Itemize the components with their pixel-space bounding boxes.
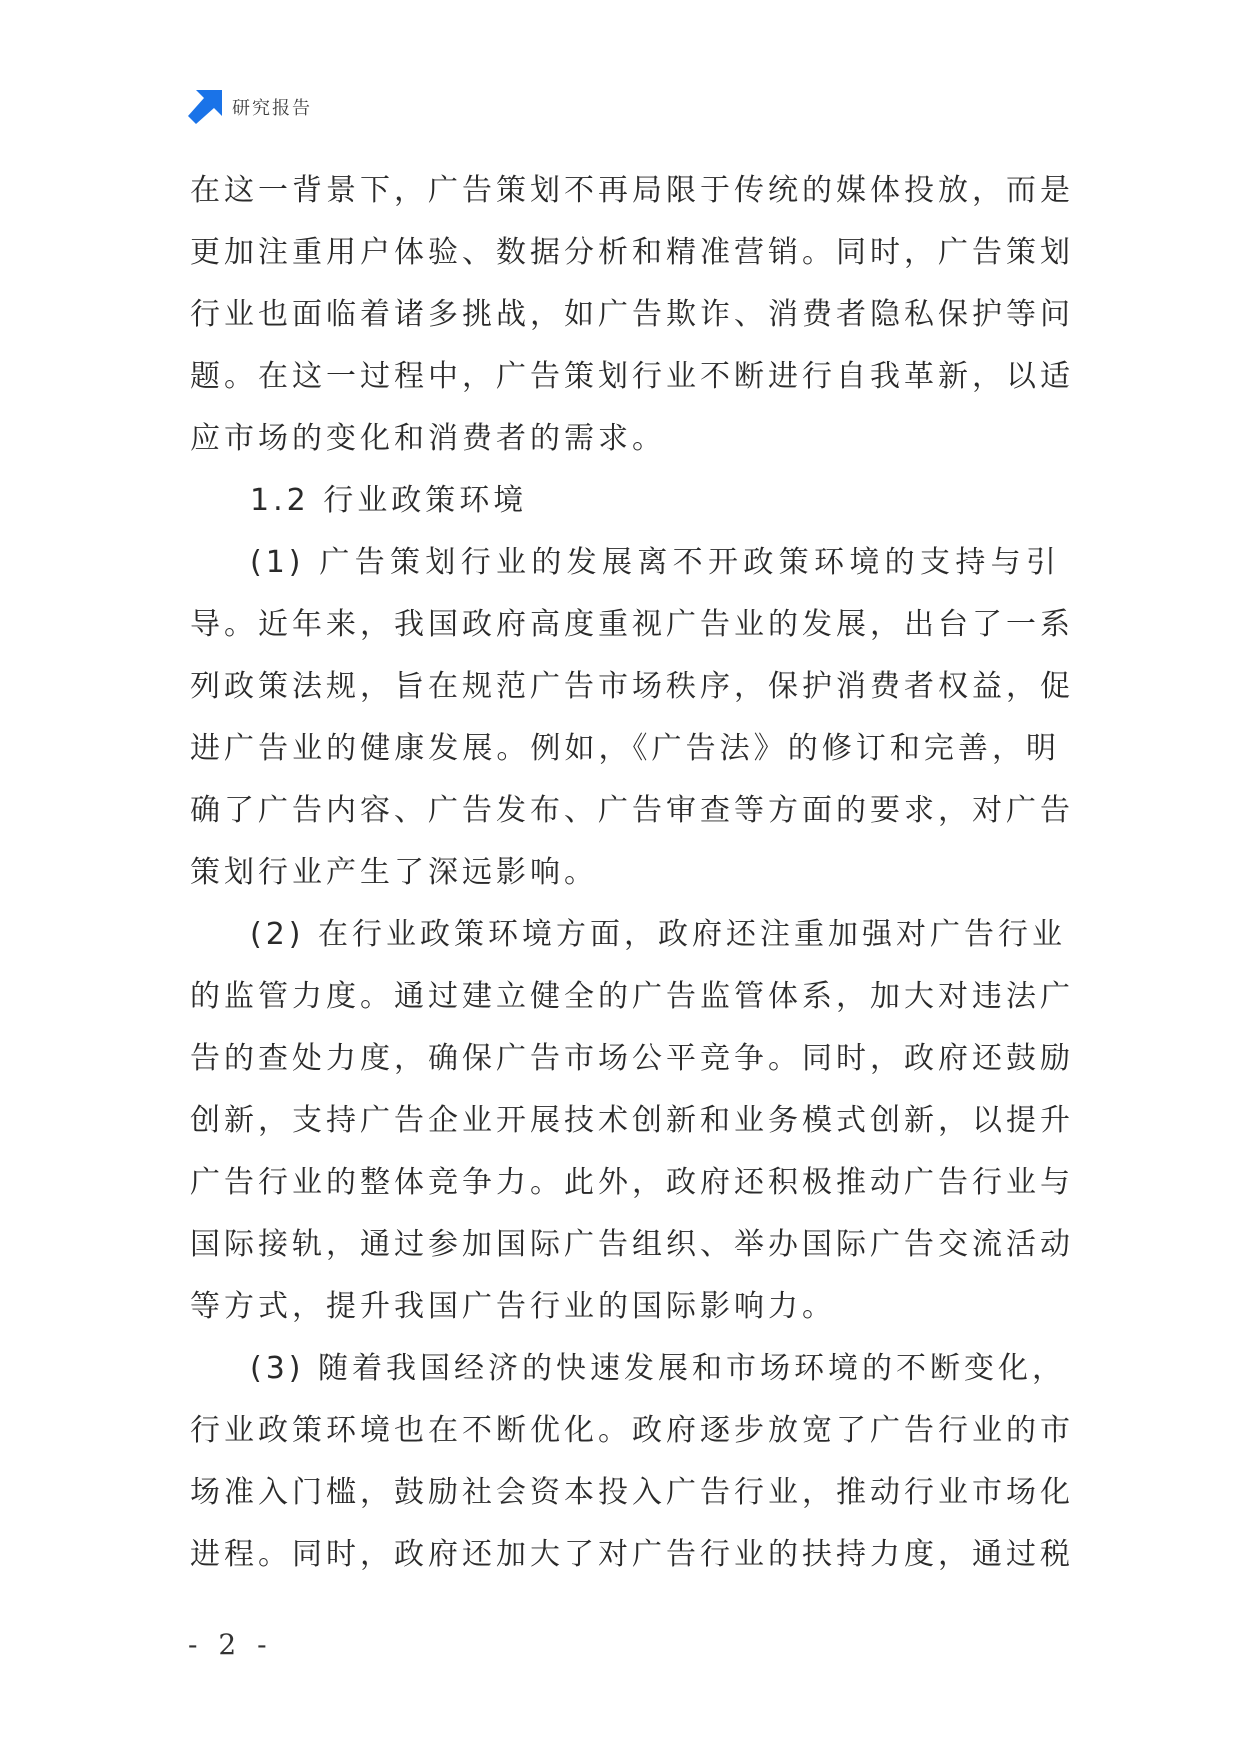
body-line: 进程。同时，政府还加大了对广告行业的扶持力度，通过税	[190, 1537, 1074, 1572]
arrow-up-right-icon	[188, 90, 222, 124]
body-line: 导。近年来，我国政府高度重视广告业的发展，出台了一系	[190, 607, 1074, 642]
body-line: 列政策法规，旨在规范广告市场秩序，保护消费者权益，促	[190, 669, 1074, 704]
body-line: (2) 在行业政策环境方面，政府还注重加强对广告行业	[250, 917, 1067, 952]
body-line: 行业政策环境也在不断优化。政府逐步放宽了广告行业的市	[190, 1413, 1074, 1448]
section-heading: 1.2 行业政策环境	[250, 483, 528, 518]
body-line: 的监管力度。通过建立健全的广告监管体系，加大对违法广	[190, 979, 1074, 1014]
body-line: 广告行业的整体竞争力。此外，政府还积极推动广告行业与	[190, 1165, 1074, 1200]
page-number: - 2 -	[188, 1628, 273, 1661]
body-line: 策划行业产生了深远影响。	[190, 855, 598, 890]
body-line: 告的查处力度，确保广告市场公平竞争。同时，政府还鼓励	[190, 1041, 1074, 1076]
header-title: 研究报告	[232, 98, 312, 119]
body-line: 进广告业的健康发展。例如，《广告法》的修订和完善，明	[190, 731, 1060, 766]
document-body	[190, 160, 1074, 1586]
body-line: 确了广告内容、广告发布、广告审查等方面的要求，对广告	[190, 793, 1074, 828]
body-line: 等方式，提升我国广告行业的国际影响力。	[190, 1289, 836, 1324]
body-line: 国际接轨，通过参加国际广告组织、举办国际广告交流活动	[190, 1227, 1074, 1262]
body-line: 在这一背景下，广告策划不再局限于传统的媒体投放，而是	[190, 173, 1074, 208]
body-line: 行业也面临着诸多挑战，如广告欺诈、消费者隐私保护等问	[190, 297, 1074, 332]
body-line: (1) 广告策划行业的发展离不开政策环境的支持与引	[250, 545, 1060, 580]
body-line: 创新，支持广告企业开展技术创新和业务模式创新，以提升	[190, 1103, 1074, 1138]
body-line: (3) 随着我国经济的快速发展和市场环境的不断变化，	[250, 1351, 1067, 1386]
body-line: 应市场的变化和消费者的需求。	[190, 421, 666, 456]
body-line: 场准入门槛，鼓励社会资本投入广告行业，推动行业市场化	[190, 1475, 1074, 1510]
body-line: 更加注重用户体验、数据分析和精准营销。同时，广告策划	[190, 235, 1074, 270]
report-header	[188, 90, 312, 124]
body-line: 题。在这一过程中，广告策划行业不断进行自我革新，以适	[190, 359, 1074, 394]
